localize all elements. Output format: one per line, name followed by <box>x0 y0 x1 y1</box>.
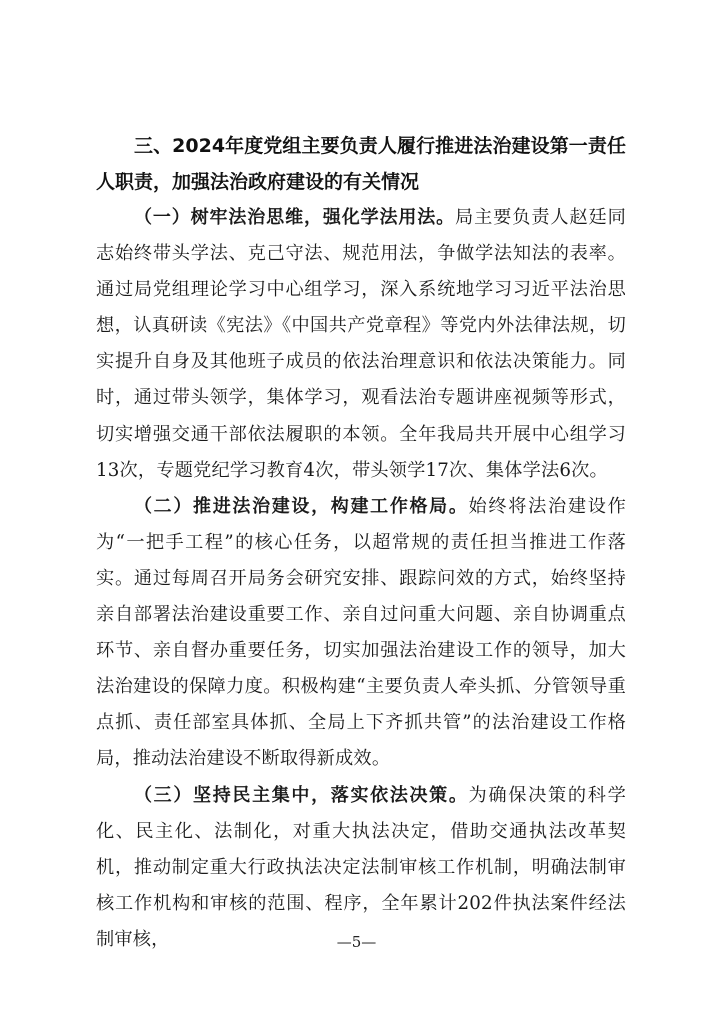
section-heading: 三、2024年度党组主要负责人履行推进法治建设第一责任人职责，加强法治政府建设的有关情况 <box>96 135 626 193</box>
paragraph-2 <box>96 489 626 778</box>
paragraph-2-body: 始终将法治建设作为“一把手工程”的核心任务，以超常规的责任担当推进工作落实。通过每周召开局务会研究安排、跟踪问效的方式，始终坚持亲自部署法治建设重要工作、亲自过问重大问题、亲自协调重点环节、亲自督办重要任务，切实加强法治建设工作的领导，加大法治建设的保障力度。积极构建“主要负责人牵头抓、分管领导重点抓、责任部室具体抓、全局上下齐抓共管”的法治建设工作格局，推动法治建设不断取得新成效。 <box>96 495 626 770</box>
paragraph-3-lead: （三）坚持民主集中，落实依法决策。 <box>134 784 469 806</box>
paragraph-3-body: 为确保决策的科学化、民主化、法制化，对重大执法决定，借助交通执法改革契机，推动制定重大行政执法决定法制审核工作机制，明确法制审核工作机构和审核的范围、程序，全年累计202件执法案件经法制审核， <box>96 784 626 950</box>
paragraph-2-lead: （二）推进法治建设，构建工作格局。 <box>134 495 469 517</box>
paragraph-1 <box>96 200 626 489</box>
page-content <box>96 128 626 958</box>
paragraph-1-body: 局主要负责人赵廷同志始终带头学法、克己守法、规范用法，争做学法知法的表率。通过局党组理论学习中心组学习，深入系统地学习习近平法治思想，认真研读《宪法》《中国共产党章程》等党内外法律法规，切实提升自身及其他班子成员的依法治理意识和依法决策能力。同时，通过带头领学，集体学习，观看法治专题讲座视频等形式，切实增强交通干部依法履职的本领。全年我局共开展中心组学习13次，专题党纪学习教育4次，带头领学17次、集体学法6次。 <box>96 207 626 481</box>
paragraph-1-lead: （一）树牢法治思维，强化学法用法。 <box>134 207 456 228</box>
page-number: —5— <box>336 933 377 951</box>
paragraph-3 <box>96 778 626 958</box>
